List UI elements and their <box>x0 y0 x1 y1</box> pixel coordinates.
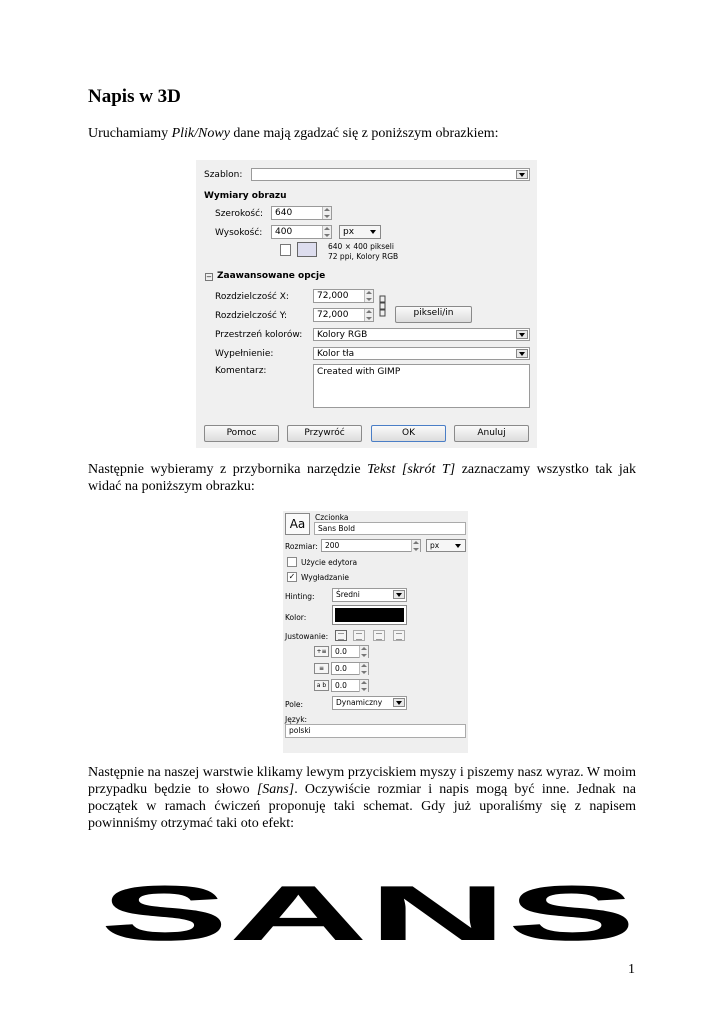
size-info: 640 × 400 pikseli <box>328 242 394 251</box>
height-label: Wysokość: <box>215 228 263 238</box>
font-preview-icon[interactable]: Aa <box>285 513 310 535</box>
page-title: Napis w 3D <box>88 86 181 107</box>
chevron-down-icon <box>393 698 405 707</box>
sans-word: SANS <box>100 876 636 948</box>
language-field[interactable]: polski <box>285 724 466 738</box>
comment-textarea[interactable]: Created with GIMP <box>313 364 530 408</box>
cancel-button[interactable]: Anuluj <box>454 425 529 442</box>
height-spin[interactable]: 400 <box>271 225 332 239</box>
use-editor-checkbox[interactable] <box>287 557 297 567</box>
colorspace-combo[interactable]: Kolory RGB <box>313 328 530 341</box>
advanced-options-heading[interactable]: Zaawansowane opcje <box>217 271 326 281</box>
ok-button[interactable]: OK <box>371 425 446 442</box>
y-resolution-label: Rozdzielczość Y: <box>215 311 288 321</box>
x-resolution-label: Rozdzielczość X: <box>215 292 289 302</box>
resolution-info: 72 ppi, Kolory RGB <box>328 252 399 261</box>
color-swatch <box>335 608 404 622</box>
fill-label: Wypełnienie: <box>215 349 274 359</box>
justify-label: Justowanie: <box>285 632 329 641</box>
width-label: Szerokość: <box>215 209 264 219</box>
y-resolution-spin[interactable]: 72,000 <box>313 308 374 322</box>
language-label: Język: <box>285 715 308 724</box>
size-label: Rozmiar: <box>285 542 318 551</box>
reset-button[interactable]: Przywróć <box>287 425 362 442</box>
fill-combo[interactable]: Kolor tła <box>313 347 530 360</box>
new-image-dialog-screenshot <box>196 160 537 448</box>
size-spin[interactable]: 200 <box>321 539 421 552</box>
indent-spin[interactable]: 0.0 <box>331 645 369 658</box>
collapse-icon[interactable]: − <box>206 273 212 281</box>
template-label: Szablon: <box>204 170 243 180</box>
box-label: Pole: <box>285 700 304 709</box>
indent-icon: +≡ <box>314 646 329 657</box>
page-number: 1 <box>628 962 635 977</box>
line-spacing-icon: ≡ <box>314 663 329 674</box>
use-editor-label: Użycie edytora <box>301 558 358 567</box>
text-tool-options-screenshot <box>283 511 468 753</box>
resolution-unit-button[interactable]: pikseli/in <box>395 306 472 323</box>
colorspace-label: Przestrzeń kolorów: <box>215 330 303 340</box>
width-spin[interactable]: 640 <box>271 206 332 220</box>
line-spacing-spin[interactable]: 0.0 <box>331 662 369 675</box>
chevron-down-icon <box>393 590 405 599</box>
justify-fill-icon[interactable] <box>393 630 405 641</box>
antialias-checkbox[interactable]: ✓ <box>288 572 296 581</box>
image-size-heading: Wymiary obrazu <box>204 191 287 201</box>
paragraph-1: Uruchamiamy Plik/Nowy dane mają zgadzać się z poniższym obrazkiem: <box>88 126 499 141</box>
chevron-down-icon <box>516 330 528 339</box>
hinting-combo[interactable]: Średni <box>332 588 407 602</box>
sans-text-result <box>98 876 638 948</box>
justify-center-icon[interactable] <box>373 630 385 641</box>
chevron-down-icon <box>516 170 528 179</box>
justify-right-icon[interactable] <box>353 630 365 641</box>
color-label: Kolor: <box>285 613 307 622</box>
x-resolution-spin[interactable]: 72,000 <box>313 289 374 303</box>
hinting-label: Hinting: <box>285 592 315 601</box>
letter-spacing-icon: a b <box>314 680 329 691</box>
justify-left-icon[interactable] <box>335 630 347 641</box>
paragraph-2: Następnie wybieramy z przybornika narzędzie Tekst [skrót T] zaznaczamy wszystko tak jak widać na poniższym obrazku: <box>88 462 637 494</box>
color-button[interactable] <box>332 605 407 625</box>
comment-label: Komentarz: <box>215 366 267 376</box>
paragraph-3: Następnie na naszej warstwie klikamy lewym przyciskiem myszy i piszemy nasz wyraz. W moim przypadku będzie to słowo [Sans]. Oczywiście rozmiar i napis mogą być inne. Jednak na początek w ramach ćwiczeń proponuję taki schemat. Gdy już uporaliśmy się z napisem powinniśmy otrzymać taki oto efekt: <box>88 765 636 831</box>
landscape-icon[interactable] <box>297 242 317 257</box>
chain-link-icon[interactable] <box>379 294 386 318</box>
font-field[interactable]: Sans Bold <box>314 522 466 535</box>
unit-select[interactable]: px <box>339 225 381 239</box>
letter-spacing-spin[interactable]: 0.0 <box>331 679 369 692</box>
portrait-icon[interactable] <box>280 244 291 256</box>
box-combo[interactable]: Dynamiczny <box>332 696 407 710</box>
help-button[interactable]: Pomoc <box>204 425 279 442</box>
template-combo[interactable] <box>251 168 530 181</box>
size-unit-select[interactable]: px <box>426 539 466 552</box>
font-label: Czcionka <box>315 513 349 522</box>
antialias-label: Wygładzanie <box>301 573 349 582</box>
chevron-down-icon <box>516 349 528 358</box>
